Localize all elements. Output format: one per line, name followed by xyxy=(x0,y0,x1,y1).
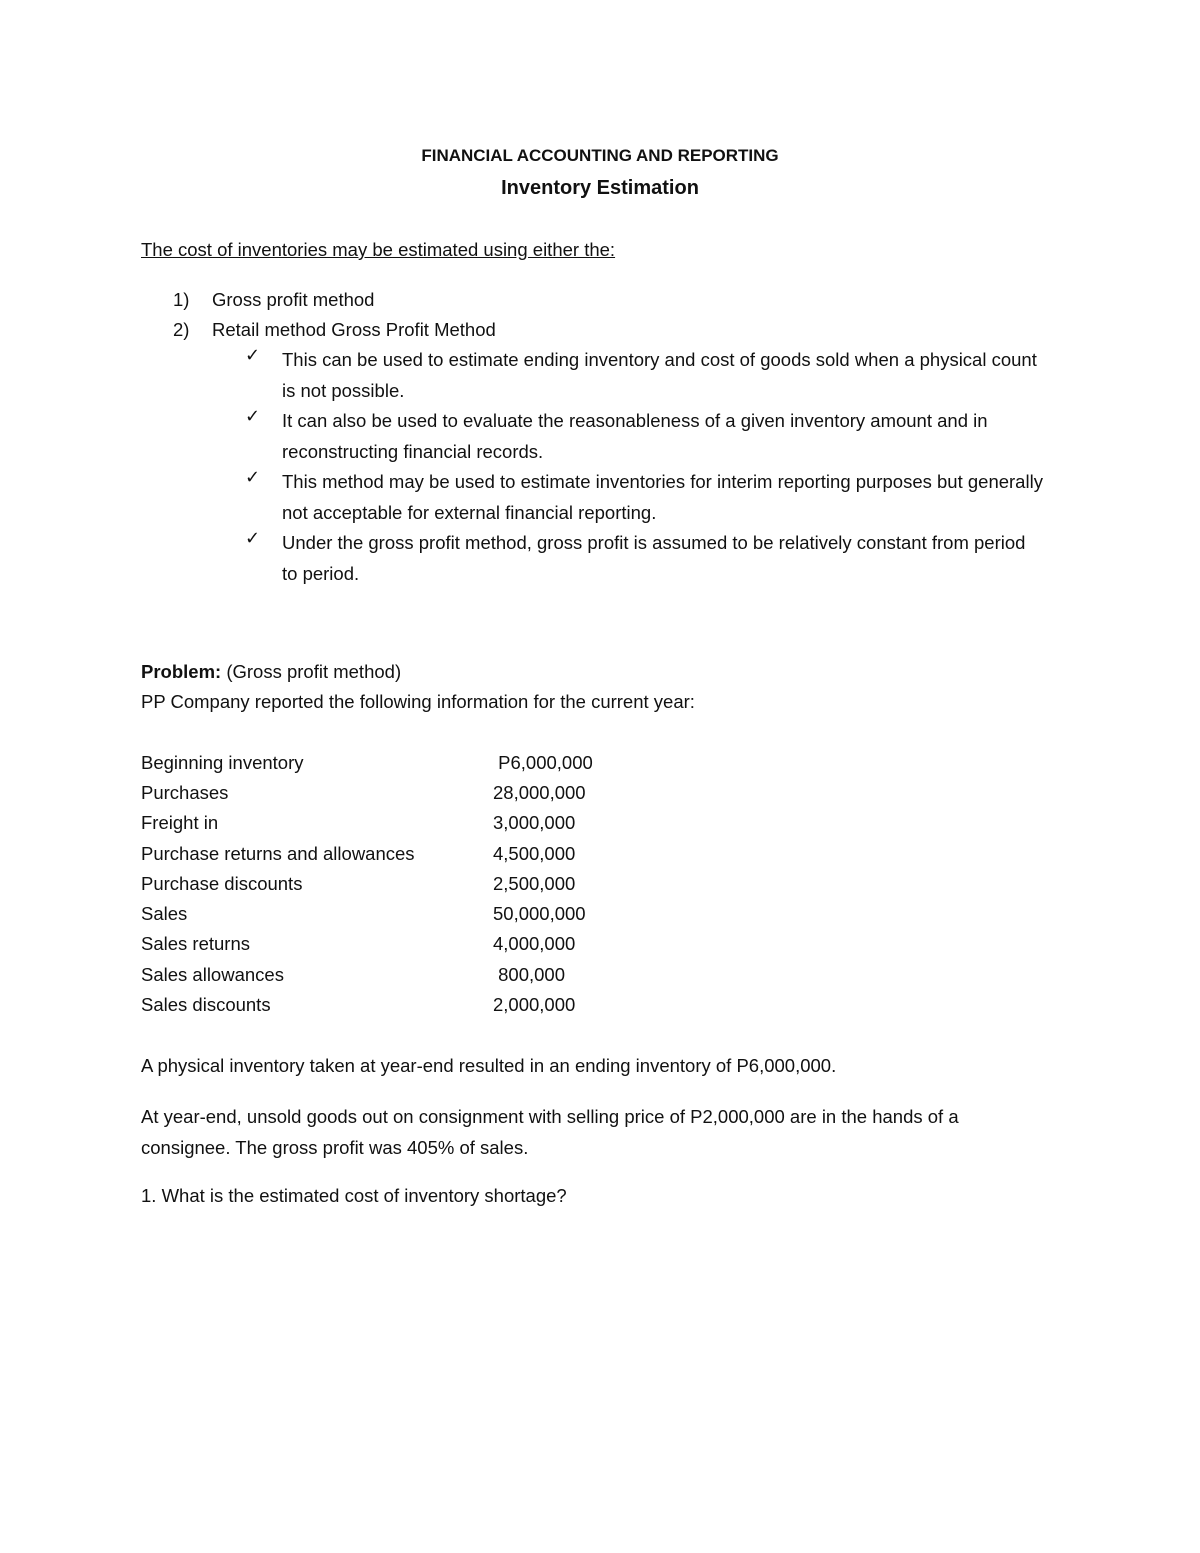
financial-label: Sales returns xyxy=(141,933,250,954)
point-item-4 xyxy=(245,527,1045,589)
financial-amount: 4,500,000 xyxy=(493,843,576,864)
check-icon: ✓ xyxy=(245,345,261,366)
financial-amount: 800,000 xyxy=(493,964,566,985)
point-text: This method may be used to estimate inventories for interim reporting purposes but generally not acceptable for external financial reporting. xyxy=(282,471,1043,523)
financial-amount: 28,000,000 xyxy=(493,782,586,803)
paragraph-consignment: At year-end, unsold goods out on consignment with selling price of P2,000,000 are in the hands of a consignee. The gross profit was 405% of sales. xyxy=(141,1106,959,1158)
paragraph-ending-inventory: A physical inventory taken at year-end resulted in an ending inventory of P6,000,000. xyxy=(141,1055,837,1076)
problem-intro: PP Company reported the following information for the current year: xyxy=(141,691,695,712)
problem-label: Problem: xyxy=(141,661,222,682)
method-text: Gross profit method xyxy=(212,289,375,310)
financial-amount: P6,000,000 xyxy=(493,752,593,773)
point-item-3 xyxy=(245,466,1045,528)
document-subtitle: Inventory Estimation xyxy=(501,177,699,199)
financial-label: Sales allowances xyxy=(141,964,284,985)
financial-amount: 50,000,000 xyxy=(493,903,586,924)
intro-text: The cost of inventories may be estimated using either the: xyxy=(141,239,616,260)
method-number: 2) xyxy=(173,319,190,340)
problem-title: (Gross profit method) xyxy=(221,661,402,682)
point-item-2 xyxy=(245,405,1045,467)
check-icon: ✓ xyxy=(245,467,261,488)
check-icon: ✓ xyxy=(245,528,261,549)
financial-amount: 4,000,000 xyxy=(493,933,576,954)
point-item-1 xyxy=(245,344,1045,406)
method-text: Retail method Gross Profit Method xyxy=(212,319,496,340)
financial-label: Sales xyxy=(141,903,188,924)
financial-label: Purchase discounts xyxy=(141,873,303,894)
point-text: Under the gross profit method, gross profit is assumed to be relatively constant from period to period. xyxy=(282,532,1026,584)
financial-amount: 2,500,000 xyxy=(493,873,576,894)
document-title: FINANCIAL ACCOUNTING AND REPORTING xyxy=(421,146,779,165)
problem-heading xyxy=(141,660,401,684)
check-icon: ✓ xyxy=(245,406,261,427)
point-text: This can be used to estimate ending inventory and cost of goods sold when a physical count is not possible. xyxy=(282,349,1037,401)
financial-label: Purchases xyxy=(141,782,229,803)
question-1: 1. What is the estimated cost of inventory shortage? xyxy=(141,1185,567,1206)
financial-label: Freight in xyxy=(141,812,219,833)
financial-amount: 3,000,000 xyxy=(493,812,576,833)
financial-label: Purchase returns and allowances xyxy=(141,843,415,864)
method-number: 1) xyxy=(173,289,190,310)
financial-label: Beginning inventory xyxy=(141,752,304,773)
point-text: It can also be used to evaluate the reasonableness of a given inventory amount and in reconstructing financial records. xyxy=(282,410,988,462)
financial-amount: 2,000,000 xyxy=(493,994,576,1015)
financial-label: Sales discounts xyxy=(141,994,271,1015)
